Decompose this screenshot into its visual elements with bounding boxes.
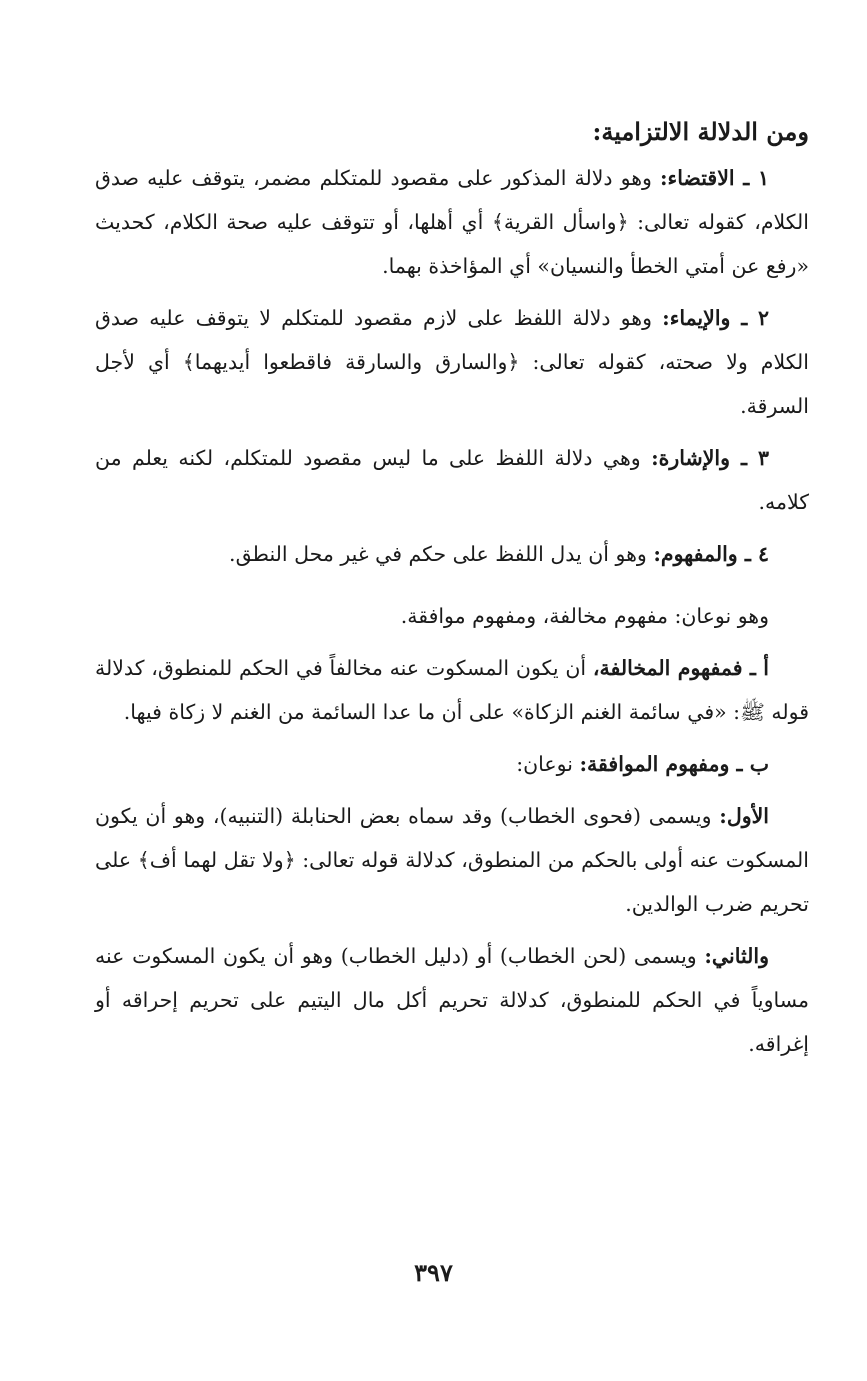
- paragraph-second: [95, 934, 809, 1066]
- paragraph-text: وهو نوعان: مفهوم مخالفة، ومفهوم موافقة.: [400, 604, 769, 628]
- paragraph-lead: ١ ـ الاقتضاء:: [659, 166, 769, 190]
- page-number: ٣٩٧: [414, 1258, 453, 1287]
- paragraph-mukhalafa: [95, 646, 809, 734]
- paragraph-text: ويسمى (فحوى الخطاب) وقد سماه بعض الحنابلة (التنبيه)، وهو أن يكون المسكوت عنه أولى بالحكم من المنطوق، كدلالة قوله تعالى: ﴿ولا تقل لهما أف﴾ على تحريم ضرب الوالدين.: [95, 804, 809, 916]
- page-body: [95, 112, 809, 1074]
- paragraph-lead: ٣ ـ والإشارة:: [651, 446, 769, 470]
- paragraph-muwafaqa: [95, 742, 809, 786]
- paragraph-lead: ٤ ـ والمفهوم:: [653, 542, 769, 566]
- paragraph-text: وهو دلالة المذكور على مقصود للمتكلم مضمر، يتوقف عليه صدق الكلام، كقوله تعالى: ﴿واسأل القرية﴾ أي أهلها، أو تتوقف عليه صحة الكلام، كحديث «رفع عن أمتي الخطأ والنسيان» أي المؤاخذة بهما.: [95, 166, 809, 278]
- paragraph-text: نوعان:: [516, 752, 580, 776]
- paragraph-lead: أ ـ فمفهوم المخالفة،: [592, 656, 769, 680]
- paragraph-text: وهو أن يدل اللفظ على حكم في غير محل النطق.: [229, 542, 654, 566]
- paragraph-first: [95, 794, 809, 926]
- paragraph-text: ويسمى (لحن الخطاب) أو (دليل الخطاب) وهو أن يكون المسكوت عنه مساوياً في الحكم للمنطوق، كدلالة تحريم أكل مال اليتيم على تحريم إحراقه أو إغراقه.: [95, 944, 809, 1056]
- paragraph-lead: ٢ ـ والإيماء:: [662, 306, 769, 330]
- paragraph-lead: والثاني:: [704, 944, 769, 968]
- paragraph-text: وهي دلالة اللفظ على ما ليس مقصود للمتكلم، لكنه يعلم من كلامه.: [95, 446, 809, 514]
- paragraph-iqtida: [95, 156, 809, 288]
- paragraph-text: أن يكون المسكوت عنه مخالفاً في الحكم للمنطوق، كدلالة قوله ﷺ: «في سائمة الغنم الزكاة» على أن ما عدا السائمة من الغنم لا زكاة فيها.: [95, 656, 809, 724]
- section-heading: ومن الدلالة الالتزامية:: [592, 117, 809, 146]
- paragraph-lead: ب ـ ومفهوم الموافقة:: [579, 752, 769, 776]
- paragraph-mafhum: [95, 532, 809, 576]
- paragraph-imaa: [95, 296, 809, 428]
- paragraph-ishara: [95, 436, 809, 524]
- paragraph-lead: الأول:: [719, 804, 769, 828]
- paragraph-text: وهو دلالة اللفظ على لازم مقصود للمتكلم لا يتوقف عليه صدق الكلام ولا صحته، كقوله تعالى: ﴿والسارق والسارقة فاقطعوا أيديهما﴾ أي لأجل السرقة.: [95, 306, 809, 418]
- paragraph-types: [95, 594, 809, 638]
